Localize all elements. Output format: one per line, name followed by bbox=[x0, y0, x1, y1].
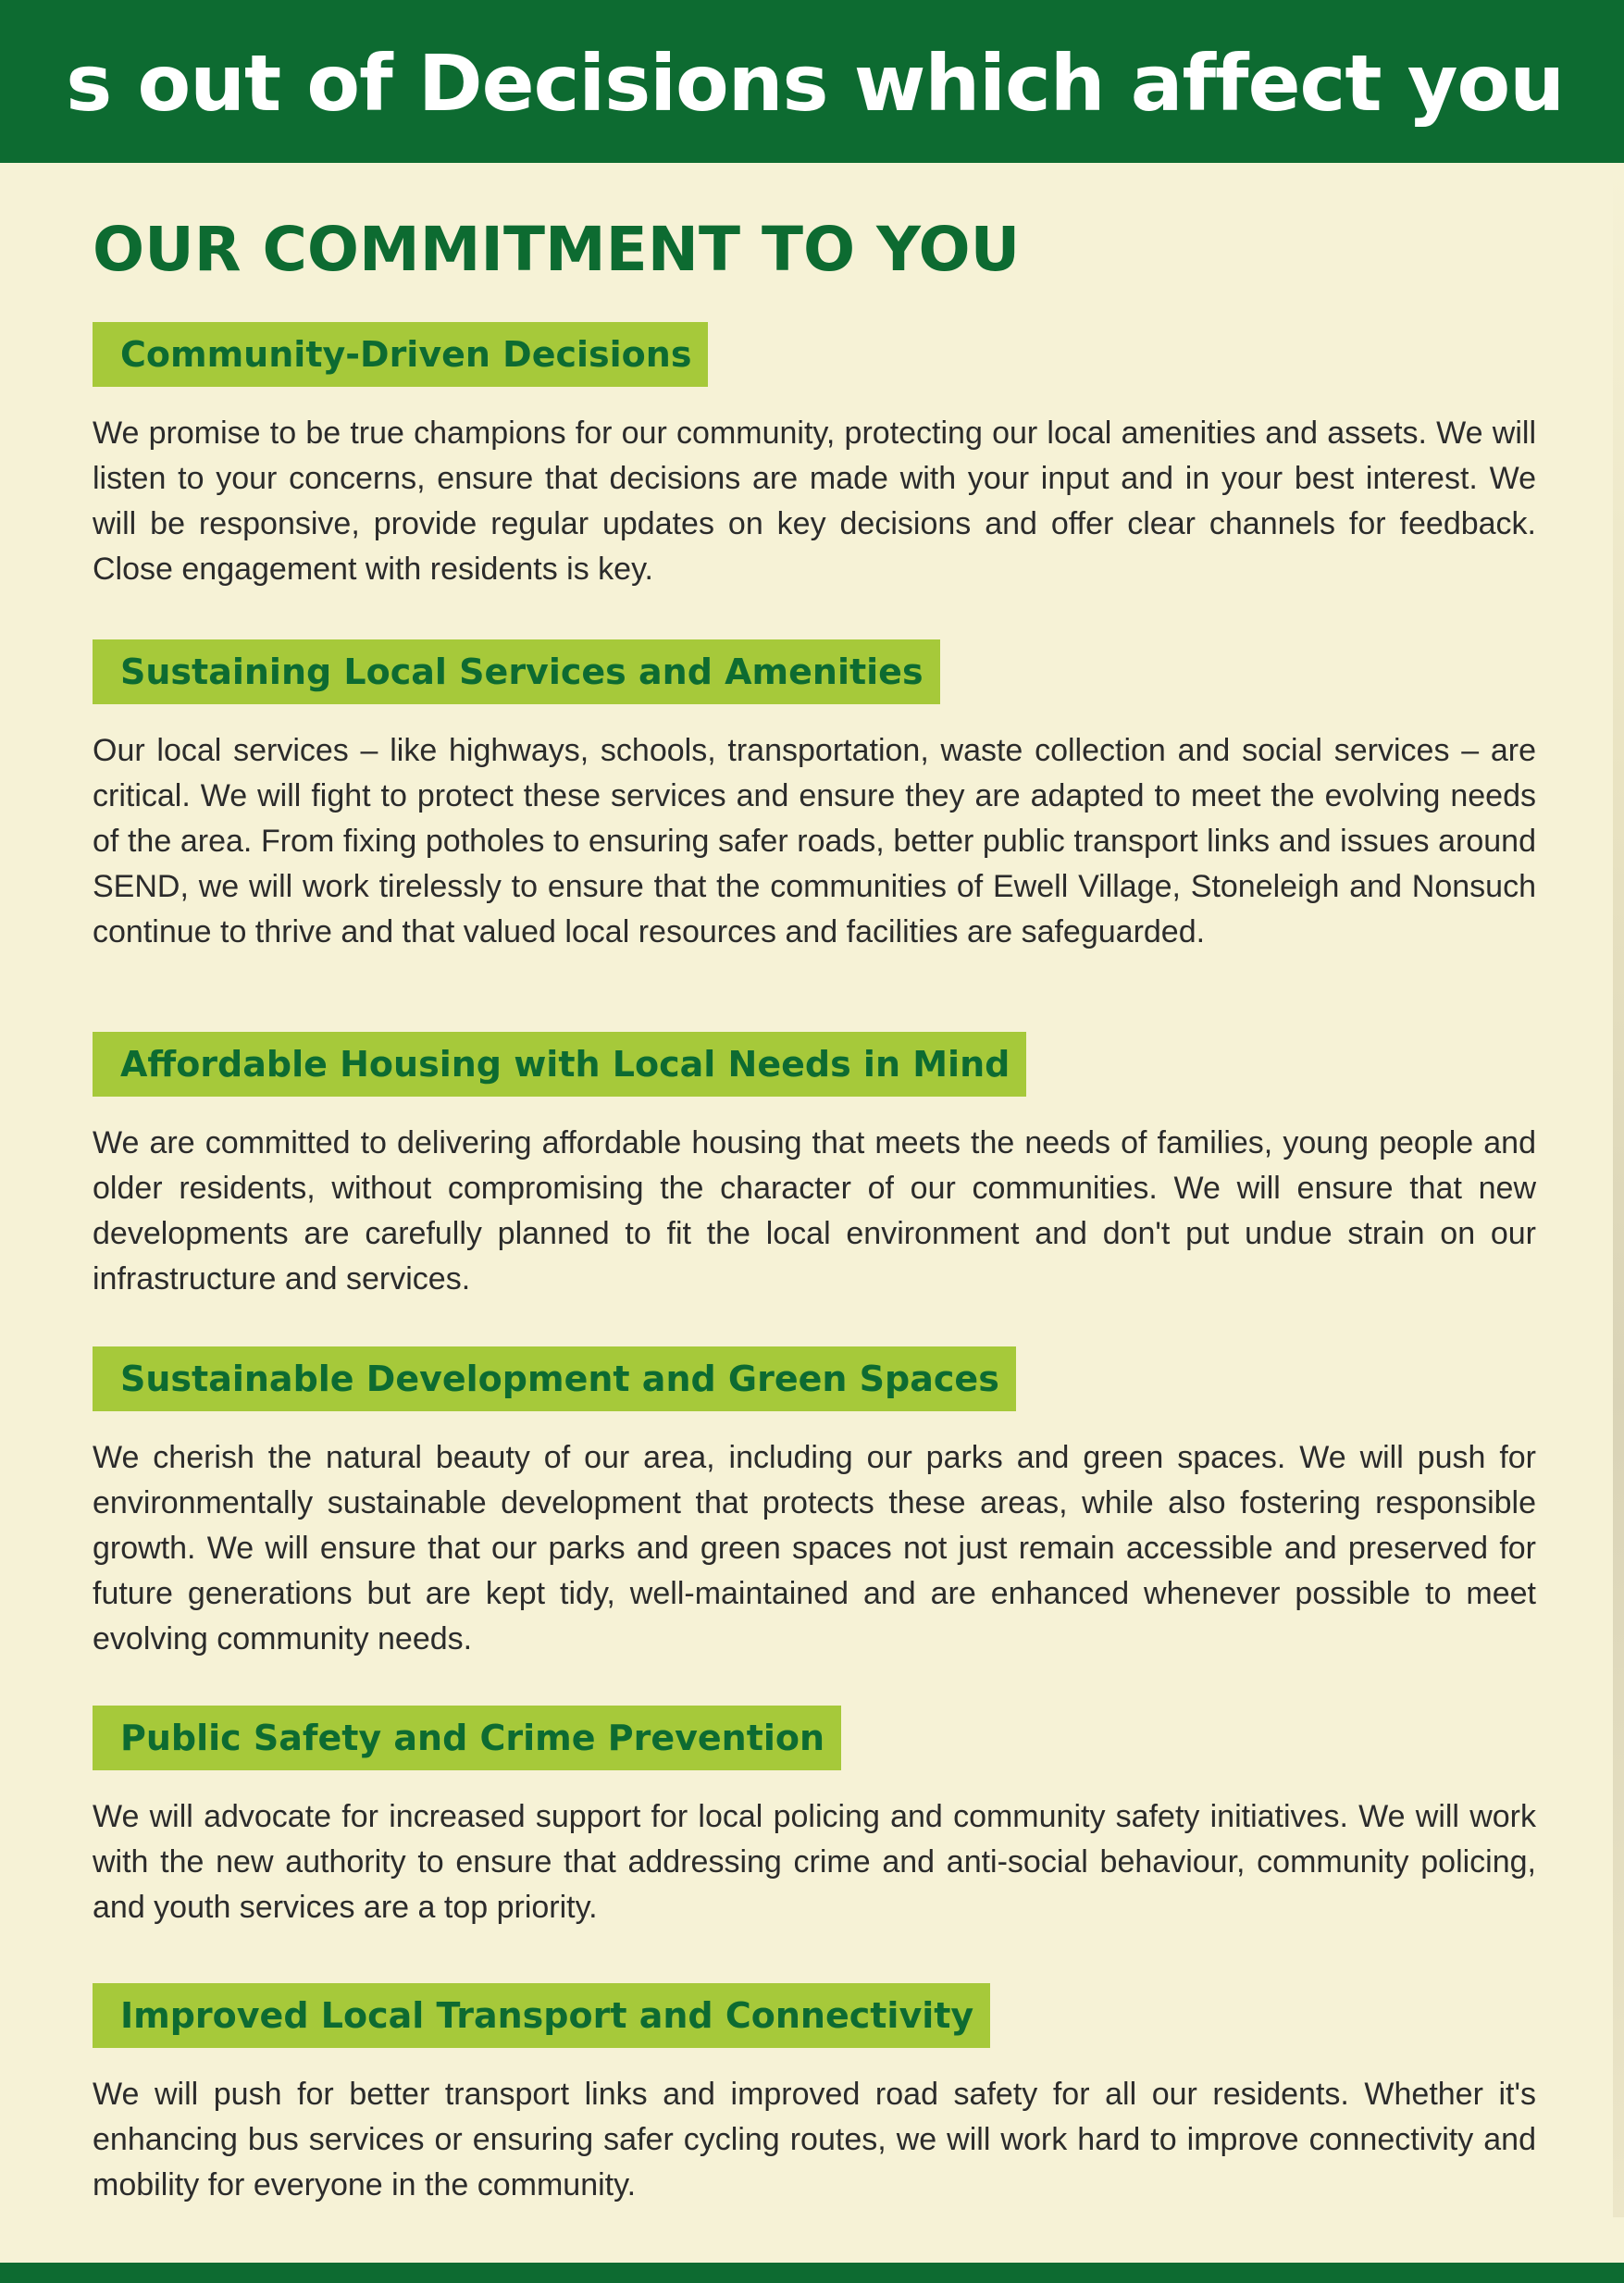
section-body: We are committed to delivering affordable housing that meets the needs of families, young people and older residents, without compromising the character of our communities. We will ensure that new developments are carefully planned to fit the local environment and don't put undue strain on our infrastructure and services. bbox=[93, 1125, 1536, 1297]
section-sustainable-development bbox=[93, 1346, 1536, 1662]
section-title: Sustainable Development and Green Spaces bbox=[93, 1346, 1016, 1411]
section-sustaining-local-services bbox=[93, 639, 1536, 955]
section-body: We cherish the natural beauty of our area, including our parks and green spaces. We will push for environmentally sustainable development that protects these areas, while also fostering responsible growth. We will ensure that our parks and green spaces not just remain accessible and preserved for future generations but are kept tidy, well-maintained and are enhanced whenever possible to meet evolving community needs. bbox=[93, 1440, 1536, 1656]
section-body: We promise to be true champions for our community, protecting our local amenities and assets. We will listen to your concerns, ensure that decisions are made with your input and in your best interest. We will be responsive, provide regular updates on key decisions and offer clear channels for feedback. Close engagement with residents is key. bbox=[93, 416, 1536, 587]
section-public-safety bbox=[93, 1706, 1536, 1930]
section-title: Public Safety and Crime Prevention bbox=[93, 1706, 841, 1770]
section-title: Sustaining Local Services and Amenities bbox=[93, 639, 940, 704]
page-fold-edge bbox=[1613, 163, 1624, 2217]
page-title: OUR COMMITMENT TO YOU bbox=[93, 214, 1021, 285]
banner-headline: s out of Decisions which affect you bbox=[66, 38, 1564, 129]
section-title: Community-Driven Decisions bbox=[93, 322, 708, 387]
section-affordable-housing bbox=[93, 1032, 1536, 1302]
bottom-green-bar bbox=[0, 2263, 1624, 2283]
section-body: We will push for better transport links and improved road safety for all our residents. Whether it's enhancing bus services or ensuring safer cycling routes, we will work hard to improve connectivity and mobility for everyone in the community. bbox=[93, 2077, 1536, 2202]
section-improved-transport bbox=[93, 1983, 1536, 2208]
top-banner bbox=[0, 0, 1624, 163]
section-body: We will advocate for increased support for local policing and community safety initiatives. We will work with the new authority to ensure that addressing crime and anti-social behaviour, community policing, and youth services are a top priority. bbox=[93, 1799, 1536, 1925]
section-community-driven-decisions bbox=[93, 322, 1536, 592]
section-title: Improved Local Transport and Connectivity bbox=[93, 1983, 990, 2048]
section-body: Our local services – like highways, schools, transportation, waste collection and social services – are critical. We will fight to protect these services and ensure they are adapted to meet the evolving needs of the area. From fixing potholes to ensuring safer roads, better public transport links and issues around SEND, we will work tirelessly to ensure that the communities of Ewell Village, Stoneleigh and Nonsuch continue to thrive and that valued local resources and facilities are safeguarded. bbox=[93, 733, 1536, 949]
section-title: Affordable Housing with Local Needs in Mind bbox=[93, 1032, 1026, 1097]
